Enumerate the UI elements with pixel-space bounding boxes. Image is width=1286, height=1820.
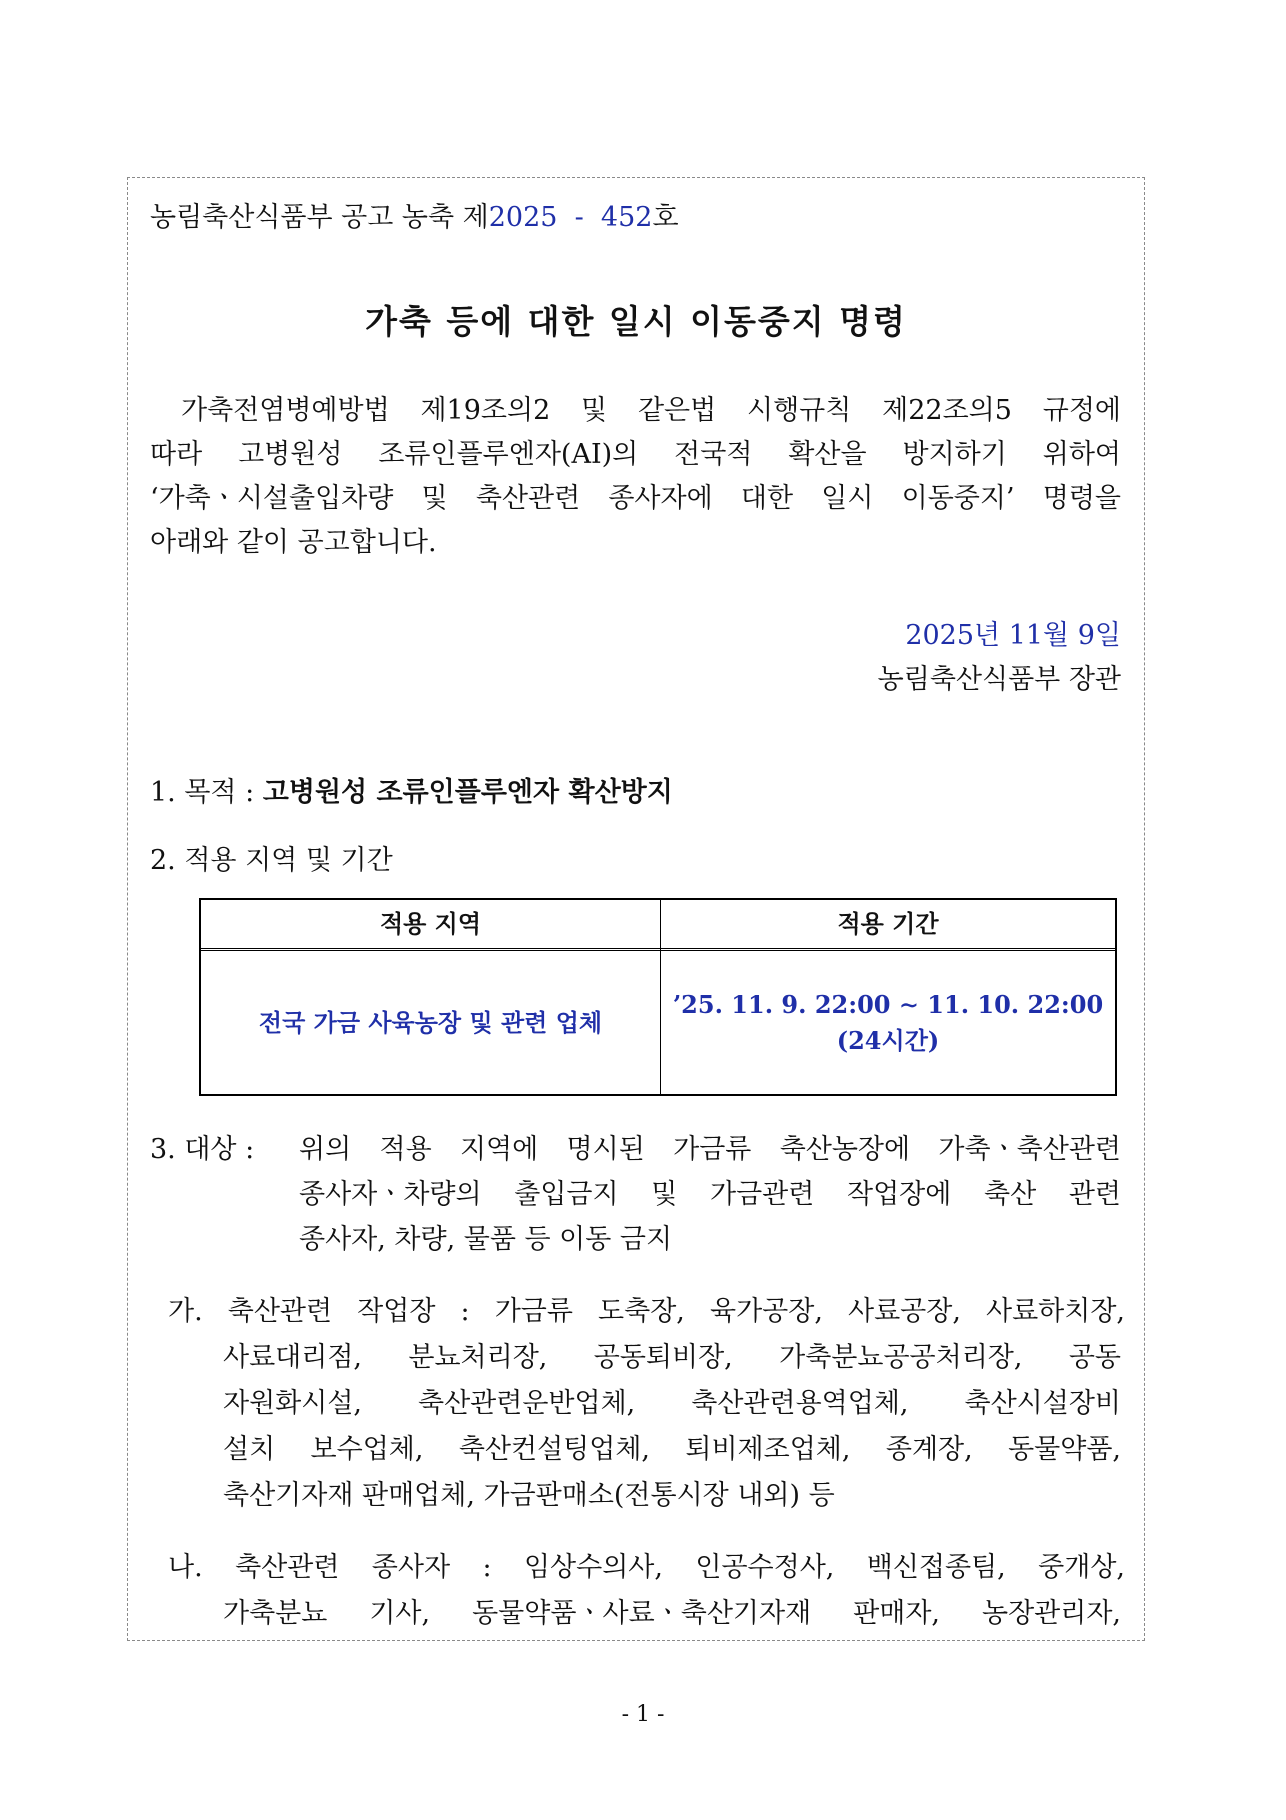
notice-date: 2025년 11월 9일 <box>905 620 1121 651</box>
target-line-3: 종사자, 차량, 물품 등 이동 금지 <box>299 1224 673 1255</box>
section-area-period: 2. 적용 지역 및 기간 <box>150 845 393 876</box>
item-ga-line-4: 설치 보수업체, 축산컨설팅업체, 퇴비제조업체, 종계장, 동물약품, <box>223 1434 1121 1465</box>
intro-line-3: ‘가축ㆍ시설출입차량 및 축산관련 종사자에 대한 일시 이동중지’ 명령을 <box>150 483 1121 514</box>
target-line-2: 종사자ㆍ차량의 출입금지 및 가금관련 작업장에 축산 관련 <box>299 1179 1121 1210</box>
item-ga-line-2: 사료대리점, 분뇨처리장, 공동퇴비장, 가축분뇨공공처리장, 공동 <box>223 1342 1121 1373</box>
item-na-line-1: 나. 축산관련 종사자 : 임상수의사, 인공수정사, 백신접종팀, 중개상, <box>168 1552 1125 1583</box>
table-header-region: 적용 지역 <box>379 909 482 938</box>
item-ga-line-1: 가. 축산관련 작업장 : 가금류 도축장, 육가공장, 사료공장, 사료하치장, <box>168 1296 1125 1327</box>
intro-line-2: 따라 고병원성 조류인플루엔자(AI)의 전국적 확산을 방지하기 위하여 <box>150 439 1121 470</box>
table-header-period: 적용 기간 <box>837 909 939 938</box>
notice-number: 농림축산식품부 공고 농축 제2025 - 452호 <box>150 202 679 233</box>
target-line-1: 위의 적용 지역에 명시된 가금류 축산농장에 가축ㆍ축산관련 <box>299 1134 1121 1165</box>
table-cell-period: ’25. 11. 9. 22:00 ∼ 11. 10. 22:00 (24시간) <box>672 989 1104 1055</box>
section-purpose: 1. 목적 : 고병원성 조류인플루엔자 확산방지 <box>150 777 673 808</box>
purpose-value: 고병원성 조류인플루엔자 확산방지 <box>262 777 673 808</box>
application-table <box>199 898 1117 1096</box>
page-title: 가축 등에 대한 일시 이동중지 명령 <box>365 302 907 341</box>
intro-line-1: 가축전염병예방법 제19조의2 및 같은법 시행규칙 제22조의5 규정에 <box>181 395 1121 426</box>
page-number: - 1 - <box>621 1702 665 1727</box>
intro-line-4: 아래와 같이 공고합니다. <box>150 527 437 558</box>
notice-number-value: 2025 - 452 <box>488 202 653 233</box>
item-ga-line-3: 자원화시설, 축산관련운반업체, 축산관련용역업체, 축산시설장비 <box>223 1388 1121 1419</box>
item-ga-line-5: 축산기자재 판매업체, 가금판매소(전통시장 내외) 등 <box>223 1480 835 1511</box>
table-cell-region: 전국 가금 사육농장 및 관련 업체 <box>258 1007 603 1037</box>
item-na-line-2: 가축분뇨 기사, 동물약품ㆍ사료ㆍ축산기자재 판매자, 농장관리자, <box>223 1598 1121 1629</box>
section-target-label: 3. 대상 : <box>150 1134 255 1165</box>
signer: 농림축산식품부 장관 <box>877 664 1121 695</box>
